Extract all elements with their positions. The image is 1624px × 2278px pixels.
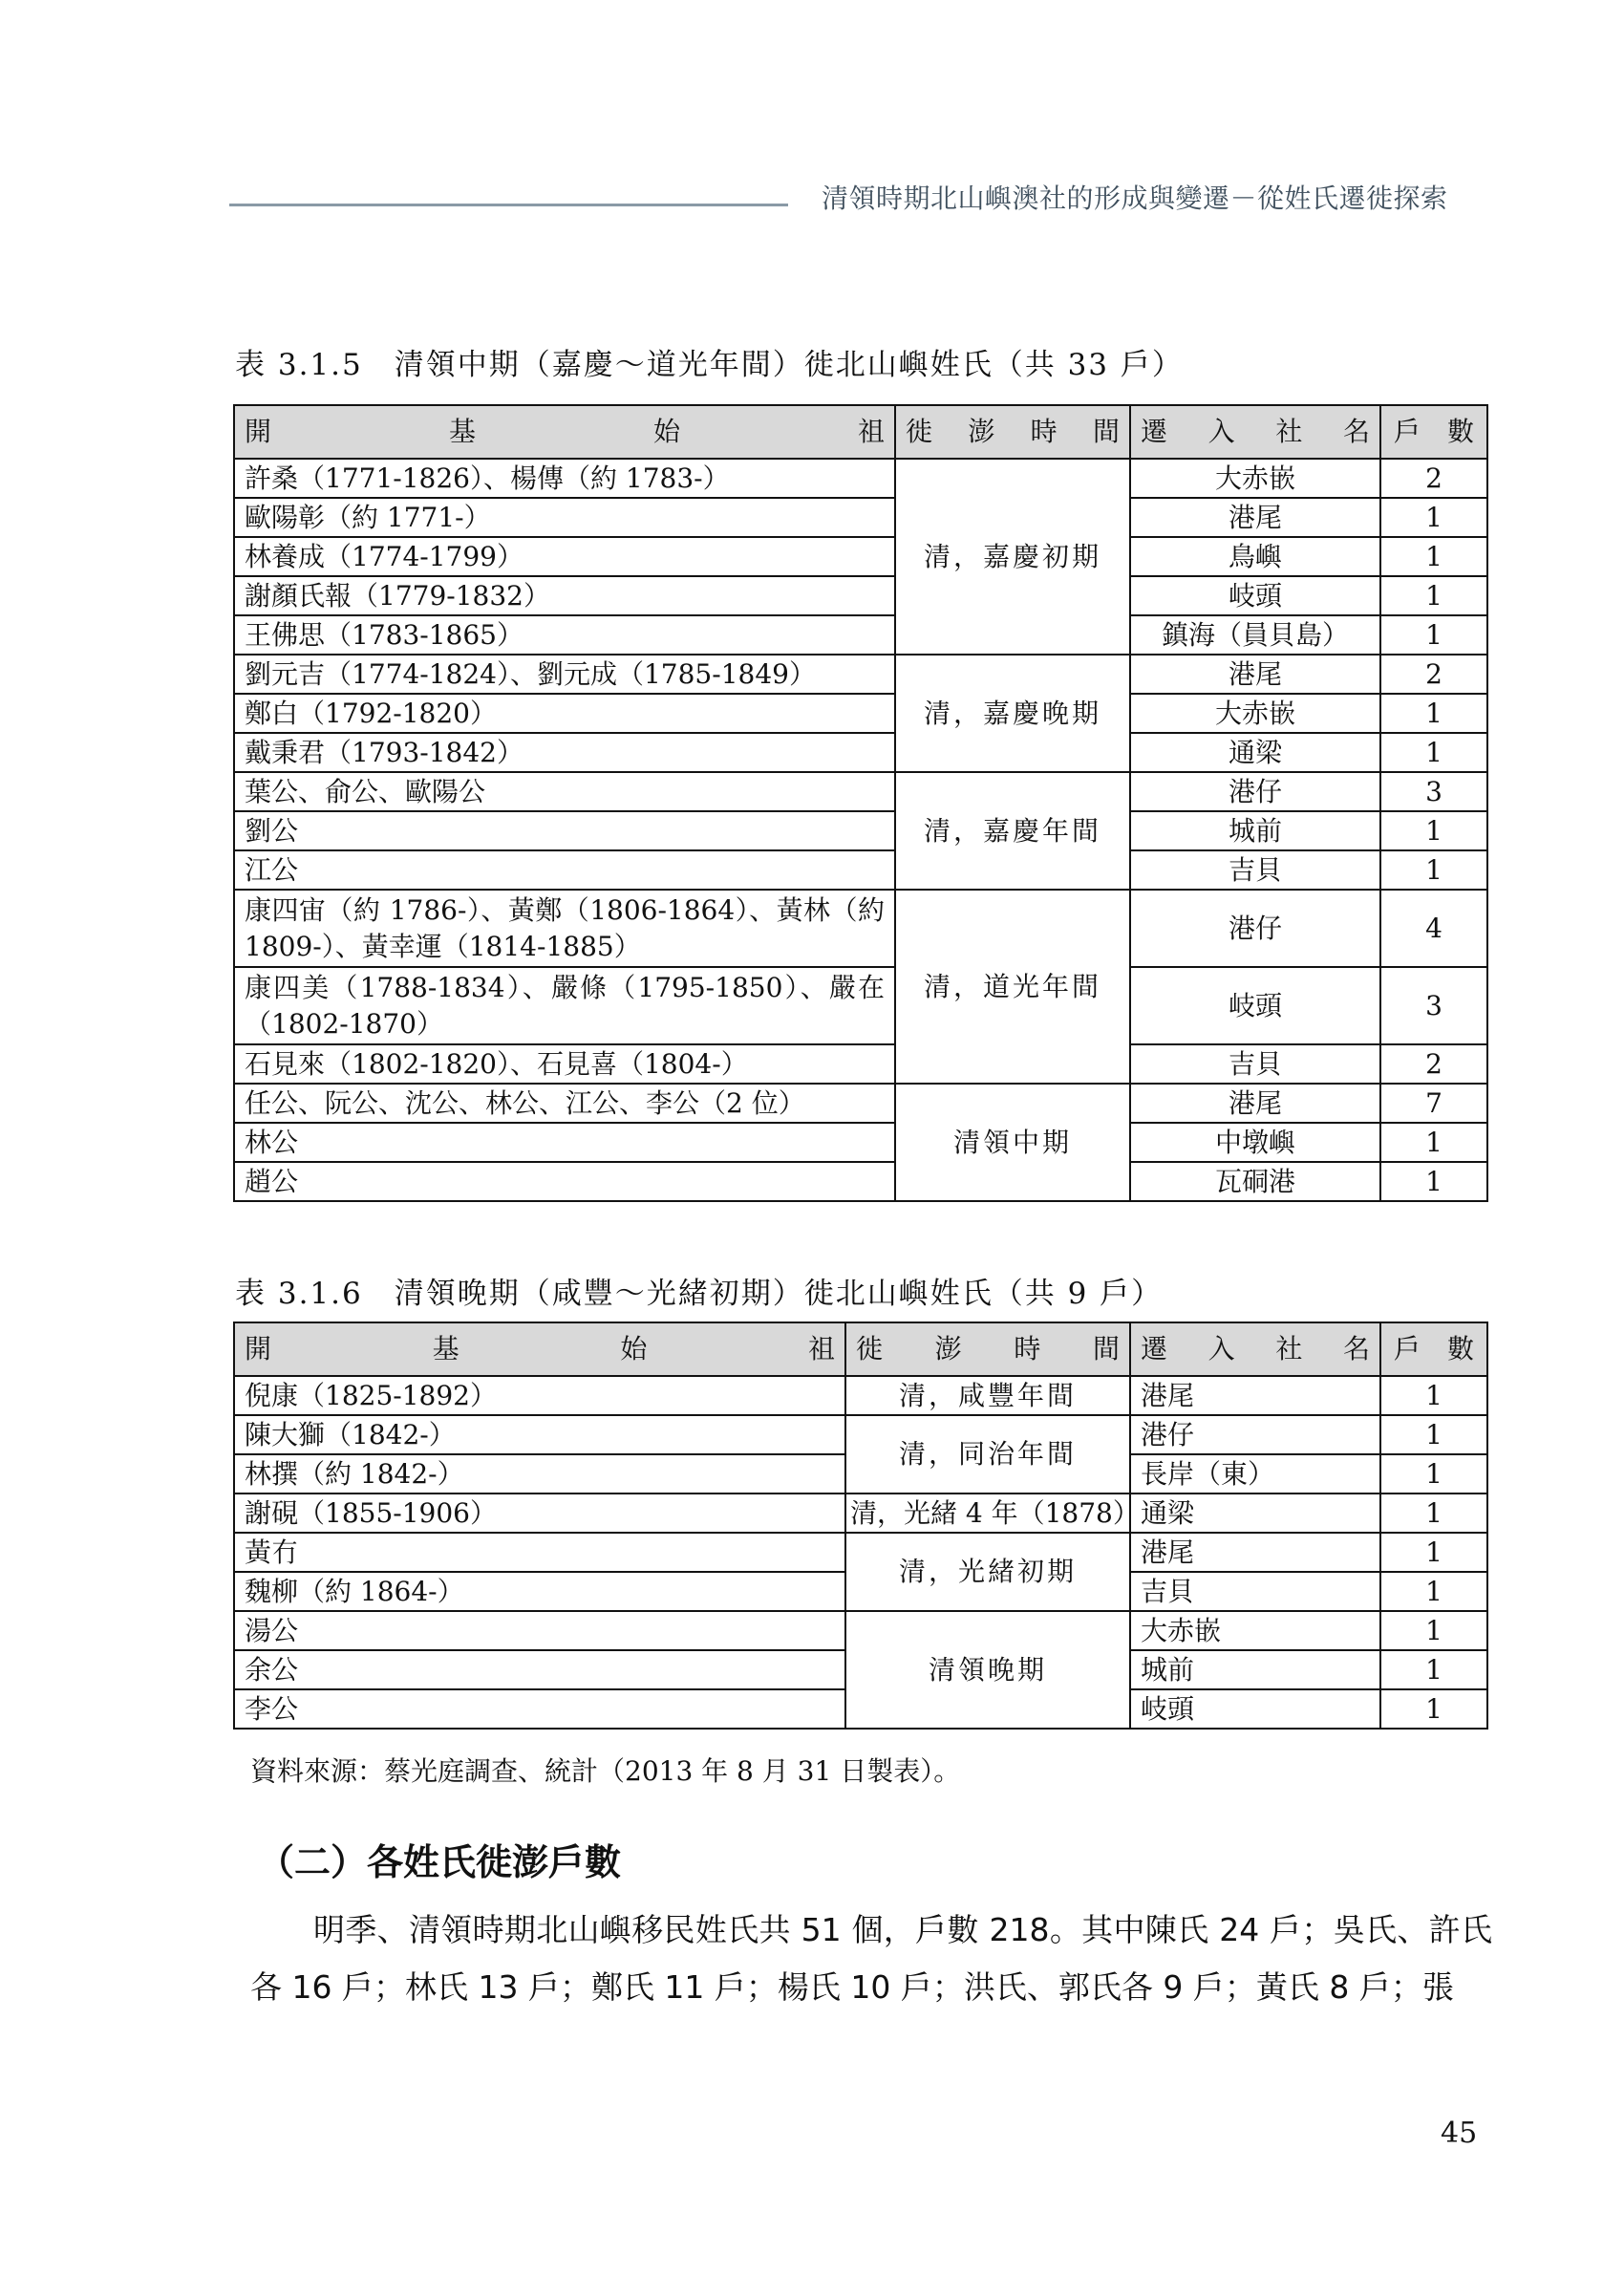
header-village: 遷 入 社 名 — [1130, 405, 1380, 459]
table-row — [234, 1162, 1487, 1201]
village-cell: 長岸（東） — [1130, 1454, 1380, 1494]
village-cell: 岐頭 — [1130, 576, 1380, 615]
founder-cell: 石見來（1802-1820）、石見喜（1804-） — [234, 1044, 895, 1084]
era-cell: 清，光緒 4 年（1878） — [845, 1494, 1130, 1533]
households-cell: 7 — [1380, 1084, 1487, 1123]
body-paragraph: 明季、清領時期北山嶼移民姓氏共 51 個，戶數 218。其中陳氏 24 戶；吳氏、許氏各 16 戶；林氏 13 戶；鄭氏 11 戶；楊氏 10 戶；洪氏、郭氏各 9 戶；黃氏 8 戶；張 — [250, 1911, 1492, 2006]
table-3-1-6 — [233, 1322, 1488, 1730]
table-row — [234, 1044, 1487, 1084]
table-header-row — [234, 405, 1487, 459]
households-cell: 1 — [1380, 498, 1487, 537]
era-cell: 清，道光年間 — [895, 890, 1130, 1084]
table-3-1-5 — [233, 404, 1488, 1202]
page-number: 45 — [1441, 2117, 1478, 2150]
founder-cell: 康四宙（約 1786-）、黃鄭（1806-1864）、黃林（約 1809-）、黃幸運（1814-1885） — [234, 890, 895, 967]
founder-cell: 鄭白（1792-1820） — [234, 694, 895, 733]
table-row — [234, 811, 1487, 850]
table-row — [234, 1415, 1487, 1454]
households-cell: 1 — [1380, 1689, 1487, 1729]
founder-cell: 王佛思（1783-1865） — [234, 615, 895, 655]
table-row — [234, 694, 1487, 733]
header-founder: 開 基 始 祖 — [234, 405, 895, 459]
households-cell: 1 — [1380, 1454, 1487, 1494]
header-households: 戶 數 — [1380, 405, 1487, 459]
village-cell: 城前 — [1130, 811, 1380, 850]
table-header-row — [234, 1322, 1487, 1376]
households-cell: 1 — [1380, 733, 1487, 772]
households-cell: 3 — [1380, 772, 1487, 811]
running-header-title: 清領時期北山嶼澳社的形成與變遷－從姓氏遷徙探索 — [822, 183, 1448, 214]
table-row — [234, 890, 1487, 967]
table-row — [234, 1611, 1487, 1650]
table-row — [234, 1084, 1487, 1123]
village-cell: 大赤嵌 — [1130, 1611, 1380, 1650]
table-row — [234, 850, 1487, 890]
founder-cell: 林撰（約 1842-） — [234, 1454, 845, 1494]
village-cell: 鳥嶼 — [1130, 537, 1380, 576]
era-cell: 清領中期 — [895, 1084, 1130, 1201]
village-cell: 港尾 — [1130, 1533, 1380, 1572]
founder-cell: 陳大獅（1842-） — [234, 1415, 845, 1454]
village-cell: 通梁 — [1130, 1494, 1380, 1533]
founder-cell: 歐陽彰（約 1771-） — [234, 498, 895, 537]
founder-cell: 戴秉君（1793-1842） — [234, 733, 895, 772]
village-cell: 瓦硐港 — [1130, 1162, 1380, 1201]
table-row — [234, 537, 1487, 576]
households-cell: 1 — [1380, 1533, 1487, 1572]
village-cell: 港仔 — [1130, 890, 1380, 967]
households-cell: 1 — [1380, 615, 1487, 655]
table-row — [234, 1533, 1487, 1572]
table-row — [234, 1494, 1487, 1533]
table-source-note: 資料來源：蔡光庭調查、統計（2013 年 8 月 31 日製表）。 — [250, 1755, 961, 1787]
era-cell: 清，光緒初期 — [845, 1533, 1130, 1611]
founder-cell: 謝顏氏報（1779-1832） — [234, 576, 895, 615]
header-village: 遷 入 社 名 — [1130, 1322, 1380, 1376]
households-cell: 1 — [1380, 1572, 1487, 1611]
table-row — [234, 655, 1487, 694]
founder-cell: 葉公、俞公、歐陽公 — [234, 772, 895, 811]
founder-cell: 林公 — [234, 1123, 895, 1162]
households-cell: 1 — [1380, 576, 1487, 615]
village-cell: 大赤嵌 — [1130, 459, 1380, 498]
village-cell: 大赤嵌 — [1130, 694, 1380, 733]
table-row — [234, 576, 1487, 615]
table-row — [234, 459, 1487, 498]
village-cell: 港尾 — [1130, 1084, 1380, 1123]
households-cell: 1 — [1380, 850, 1487, 890]
village-cell: 港仔 — [1130, 1415, 1380, 1454]
section-heading: （二）各姓氏徙澎戶數 — [258, 1841, 622, 1883]
table-row — [234, 772, 1487, 811]
households-cell: 1 — [1380, 537, 1487, 576]
village-cell: 吉貝 — [1130, 1572, 1380, 1611]
households-cell: 4 — [1380, 890, 1487, 967]
era-cell: 清領晚期 — [845, 1611, 1130, 1729]
founder-cell: 任公、阮公、沈公、林公、江公、李公（2 位） — [234, 1084, 895, 1123]
households-cell: 1 — [1380, 1123, 1487, 1162]
founder-cell: 趙公 — [234, 1162, 895, 1201]
households-cell: 1 — [1380, 1611, 1487, 1650]
village-cell: 通梁 — [1130, 733, 1380, 772]
era-cell: 清，嘉慶初期 — [895, 459, 1130, 655]
households-cell: 3 — [1380, 967, 1487, 1044]
founder-cell: 湯公 — [234, 1611, 845, 1650]
era-cell: 清，嘉慶晚期 — [895, 655, 1130, 772]
founder-cell: 林養成（1774-1799） — [234, 537, 895, 576]
households-cell: 2 — [1380, 1044, 1487, 1084]
table-2-caption: 表 3.1.6 清領晚期（咸豐～光緒初期）徙北山嶼姓氏（共 9 戶） — [235, 1277, 1164, 1311]
village-cell: 鎮海（員貝島） — [1130, 615, 1380, 655]
era-cell: 清，咸豐年間 — [845, 1376, 1130, 1415]
header-migration-time: 徙 澎 時 間 — [895, 405, 1130, 459]
table-row — [234, 1376, 1487, 1415]
households-cell: 2 — [1380, 459, 1487, 498]
era-cell: 清，嘉慶年間 — [895, 772, 1130, 890]
households-cell: 1 — [1380, 1415, 1487, 1454]
households-cell: 1 — [1380, 694, 1487, 733]
table-row — [234, 967, 1487, 1044]
table-row — [234, 498, 1487, 537]
header-rule — [229, 204, 788, 206]
header-founder: 開 基 始 祖 — [234, 1322, 845, 1376]
households-cell: 1 — [1380, 1376, 1487, 1415]
table-row — [234, 1123, 1487, 1162]
households-cell: 1 — [1380, 1494, 1487, 1533]
era-cell: 清，同治年間 — [845, 1415, 1130, 1494]
founder-cell: 劉公 — [234, 811, 895, 850]
village-cell: 港尾 — [1130, 655, 1380, 694]
table-row — [234, 615, 1487, 655]
founder-cell: 許桑（1771-1826）、楊傳（約 1783-） — [234, 459, 895, 498]
village-cell: 中墩嶼 — [1130, 1123, 1380, 1162]
village-cell: 吉貝 — [1130, 850, 1380, 890]
founder-cell: 黃冇 — [234, 1533, 845, 1572]
founder-cell: 倪康（1825-1892） — [234, 1376, 845, 1415]
founder-cell: 康四美（1788-1834）、嚴條（1795-1850）、嚴在（1802-1870） — [234, 967, 895, 1044]
founder-cell: 余公 — [234, 1650, 845, 1689]
village-cell: 港尾 — [1130, 498, 1380, 537]
village-cell: 城前 — [1130, 1650, 1380, 1689]
header-households: 戶 數 — [1380, 1322, 1487, 1376]
village-cell: 岐頭 — [1130, 967, 1380, 1044]
households-cell: 2 — [1380, 655, 1487, 694]
village-cell: 吉貝 — [1130, 1044, 1380, 1084]
table-row — [234, 733, 1487, 772]
founder-cell: 劉元吉（1774-1824）、劉元成（1785-1849） — [234, 655, 895, 694]
founder-cell: 謝硯（1855-1906） — [234, 1494, 845, 1533]
body-text — [250, 1902, 1492, 2016]
households-cell: 1 — [1380, 1162, 1487, 1201]
table-1-caption: 表 3.1.5 清領中期（嘉慶～道光年間）徙北山嶼姓氏（共 33 戶） — [235, 348, 1184, 382]
founder-cell: 李公 — [234, 1689, 845, 1729]
village-cell: 港尾 — [1130, 1376, 1380, 1415]
households-cell: 1 — [1380, 811, 1487, 850]
founder-cell: 江公 — [234, 850, 895, 890]
header-migration-time: 徙 澎 時 間 — [845, 1322, 1130, 1376]
households-cell: 1 — [1380, 1650, 1487, 1689]
village-cell: 岐頭 — [1130, 1689, 1380, 1729]
village-cell: 港仔 — [1130, 772, 1380, 811]
founder-cell: 魏柳（約 1864-） — [234, 1572, 845, 1611]
